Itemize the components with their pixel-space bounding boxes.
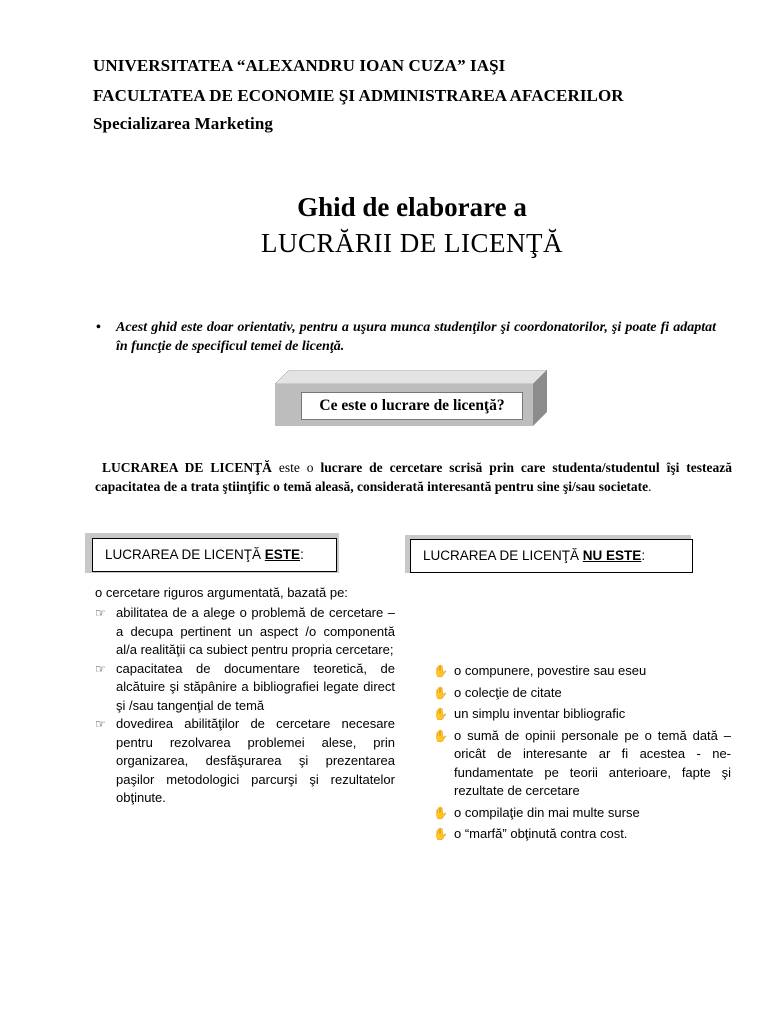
is-box-prefix: LUCRAREA DE LICENŢĂ <box>105 547 265 562</box>
list-item <box>433 804 731 823</box>
thumbs-down-icon: ✋ <box>433 805 448 820</box>
thumbs-down-icon: ✋ <box>433 728 448 743</box>
hand-pointing-right-icon: ☞ <box>95 717 106 731</box>
is-not-item-4: o sumă de opinii personale pe o temă dată – oricât de interesante ar fi acestea - ne-fundamentate pe teorii anterioare, fapte şi rezultate de cercetare <box>454 727 731 798</box>
is-not-item-3: un simplu inventar bibliografic <box>454 706 626 721</box>
list-item <box>433 727 731 801</box>
is-list <box>95 604 395 808</box>
is-item-2: capacitatea de documentare teoretică, de alcătuire şi stăpânire a bibliografiei legate direct şi /sau tangenţial de temă <box>116 660 395 713</box>
is-not-item-5: o compilaţie din mai multe surse <box>454 804 640 820</box>
is-box-suffix: : <box>300 547 304 562</box>
list-item <box>433 684 731 703</box>
list-item <box>95 604 395 660</box>
definition-paragraph <box>95 458 732 496</box>
list-item <box>433 705 731 724</box>
hand-pointing-right-icon: ☞ <box>95 661 106 676</box>
is-not-box <box>410 539 693 573</box>
box-top-face <box>275 370 547 384</box>
thumbs-down-icon: ✋ <box>433 664 448 678</box>
guide-note-text: Acest ghid este doar orientativ, pentru a uşura munca studenţilor şi coordonatorilor, şi poate fi adaptat în funcţie de specificul temei de licenţă. <box>116 320 716 354</box>
title-line-2: LUCRĂRII DE LICENŢĂ <box>261 228 563 258</box>
thumbs-down-icon: ✋ <box>433 685 448 700</box>
question-box <box>275 370 547 426</box>
definition-connector: este o <box>271 460 321 475</box>
is-not-item-1: o compunere, povestire sau eseu <box>454 663 647 678</box>
is-not-list <box>433 662 731 844</box>
title-line-1: Ghid de elaborare a <box>297 192 527 222</box>
is-item-3: dovedirea abilităţilor de cercetare necesare pentru rezolvarea problemei alese, prin organizarea, desfăşurarea şi prezentarea paşilor metodologici parcurşi şi rezultatelor obţinute. <box>116 716 395 805</box>
list-item <box>95 660 395 716</box>
is-box <box>92 538 337 572</box>
list-item <box>433 825 731 844</box>
guide-note <box>96 318 716 356</box>
box-side-face <box>533 370 547 426</box>
is-not-box-prefix: LUCRAREA DE LICENŢĂ <box>423 548 583 563</box>
list-item <box>95 715 395 808</box>
definition-term: LUCRAREA DE LICENŢĂ <box>101 460 272 475</box>
university-name: UNIVERSITATEA “ALEXANDRU IOAN CUZA” IAŞI <box>93 56 506 75</box>
is-list-intro: o cercetare riguros argumentată, bazată pe: <box>95 585 348 600</box>
definition-end: . <box>648 479 652 494</box>
is-not-item-2: o colecţie de citate <box>454 684 562 700</box>
is-not-box-suffix: : <box>641 548 646 563</box>
hand-pointing-right-icon: ☞ <box>95 606 106 620</box>
is-item-1: abilitatea de a alege o problemă de cercetare – a decupa pertinent un aspect /o componentă al/a realităţii ca subiect pentru propria cercetare; <box>116 605 395 657</box>
question-label: Ce este o lucrare de licenţă? <box>301 392 523 420</box>
list-item <box>433 662 731 681</box>
is-not-box-emph: NU ESTE <box>582 548 642 563</box>
is-box-emph: ESTE <box>264 547 301 562</box>
definition-body: lucrare de cercetare scrisă prin care studenta/studentul îşi testează capacitatea de a trata ştiinţific o temă aleasă, considerată interesantă pentru sine şi/sau societate <box>95 460 732 494</box>
faculty-name: FACULTATEA DE ECONOMIE ŞI ADMINISTRAREA AFACERILOR <box>93 86 624 105</box>
specialization: Specializarea Marketing <box>93 114 273 133</box>
thumbs-down-icon: ✋ <box>433 707 448 721</box>
bullet-icon: • <box>96 320 101 335</box>
is-not-item-6: o “marfă” obţinută contra cost. <box>454 826 628 841</box>
thumbs-down-icon: ✋ <box>433 827 448 841</box>
